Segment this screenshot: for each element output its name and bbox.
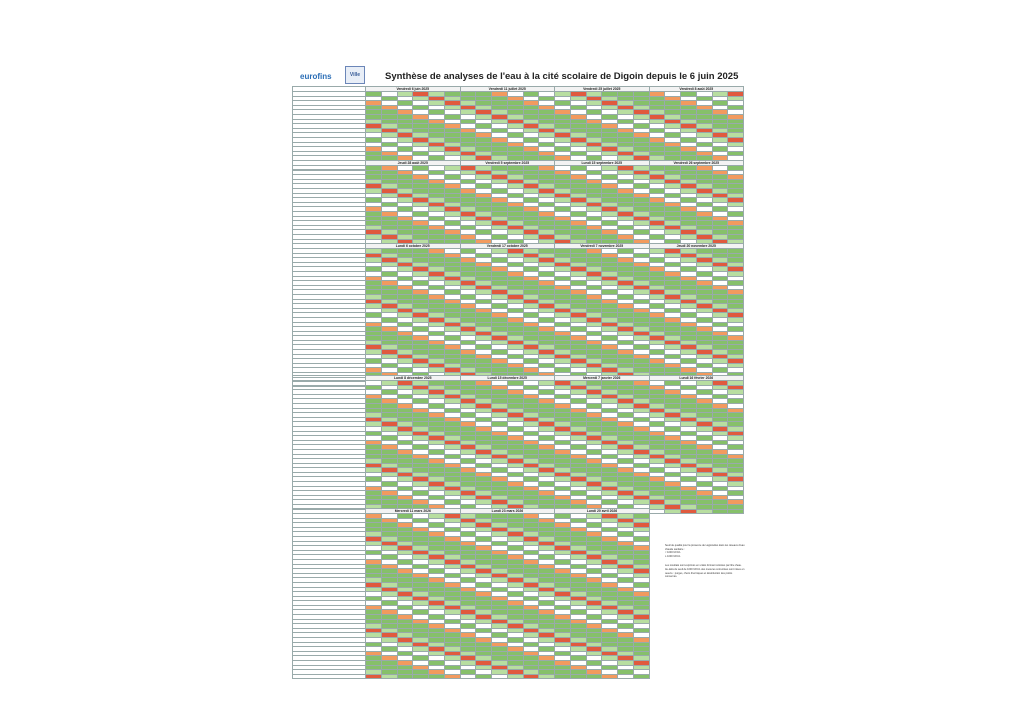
legend-notes — [665, 544, 745, 579]
results-table — [292, 243, 744, 387]
result-cell — [570, 674, 586, 679]
result-cell — [586, 674, 602, 679]
date-header: Vendredi 8 août 2025 — [649, 87, 744, 92]
date-header: Vendredi 11 juillet 2025 — [460, 87, 555, 92]
result-cell — [649, 674, 665, 679]
note-threshold: Seuil de qualité pour la présence de Légionelles dans les réseaux d'eau chaude sanitaire : — [665, 544, 745, 551]
date-header: Lundi 15 décembre 2025 — [460, 376, 555, 381]
date-header: Lundi 20 avril 2026 — [555, 509, 650, 514]
result-cell — [712, 674, 728, 679]
result-cell — [681, 674, 697, 679]
date-header: Vendredi 5 septembre 2025 — [460, 161, 555, 166]
result-cell — [634, 674, 650, 679]
date-header: Vendredi 17 octobre 2025 — [460, 244, 555, 249]
note-below: < 1000 UFC/L — [665, 551, 681, 555]
result-cell — [397, 674, 413, 679]
result-cell — [728, 674, 744, 679]
note-above: ≥ 1000 UFC/L — [665, 554, 681, 558]
date-header: Jeudi 28 août 2025 — [366, 161, 461, 166]
result-cell — [697, 674, 713, 679]
results-block — [292, 243, 744, 387]
result-cell — [665, 674, 681, 679]
table-row — [293, 674, 745, 679]
date-header: Lundi 15 septembre 2025 — [555, 161, 650, 166]
results-block — [292, 160, 744, 244]
result-cell — [413, 674, 429, 679]
result-cell — [460, 674, 476, 679]
results-block — [292, 508, 744, 679]
row-label — [293, 674, 366, 679]
date-header: Lundi 16 février 2026 — [649, 376, 744, 381]
date-header: Vendredi 7 novembre 2025 — [555, 244, 650, 249]
result-cell — [381, 674, 397, 679]
date-header: Mercredi 11 mars 2026 — [366, 509, 461, 514]
page-title: Synthèse de analyses de l'eau à la cité scolaire de Digoin depuis le 6 juin 2025 — [385, 71, 739, 82]
date-header: Lundi 23 mars 2026 — [460, 509, 555, 514]
date-header: Vendredi 6 juin 2025 — [366, 87, 461, 92]
result-cell — [602, 674, 618, 679]
result-cell — [429, 674, 445, 679]
eurofins-logo: eurofins — [300, 72, 332, 81]
result-cell — [555, 674, 571, 679]
result-cell — [476, 674, 492, 679]
date-header: Mercredi 7 janvier 2026 — [555, 376, 650, 381]
result-cell — [507, 674, 523, 679]
date-header: Vendredi 25 juillet 2025 — [555, 87, 650, 92]
result-cell — [366, 674, 382, 679]
date-header: Jeudi 20 novembre 2025 — [649, 244, 744, 249]
city-logo: Ville — [345, 66, 365, 84]
result-cell — [492, 674, 508, 679]
page-header — [295, 66, 755, 86]
results-table — [292, 375, 744, 519]
result-cell — [523, 674, 539, 679]
results-block — [292, 375, 744, 519]
note-explanation: Les résultats sont exprimés en unités formant colonies par litre d'eau. Au-delà du seuil de 1000 UFC/L des mesures correctives sont mises en oeuvre : purges, chocs thermiques et désinfection des points concernés. — [665, 564, 745, 579]
result-cell — [539, 674, 555, 679]
result-cell — [444, 674, 460, 679]
date-header: Lundi 8 décembre 2025 — [366, 376, 461, 381]
result-cell — [618, 674, 634, 679]
results-table — [292, 508, 744, 679]
date-header: Lundi 6 octobre 2025 — [366, 244, 461, 249]
date-header: Vendredi 26 septembre 2025 — [649, 161, 744, 166]
results-table — [292, 160, 744, 244]
